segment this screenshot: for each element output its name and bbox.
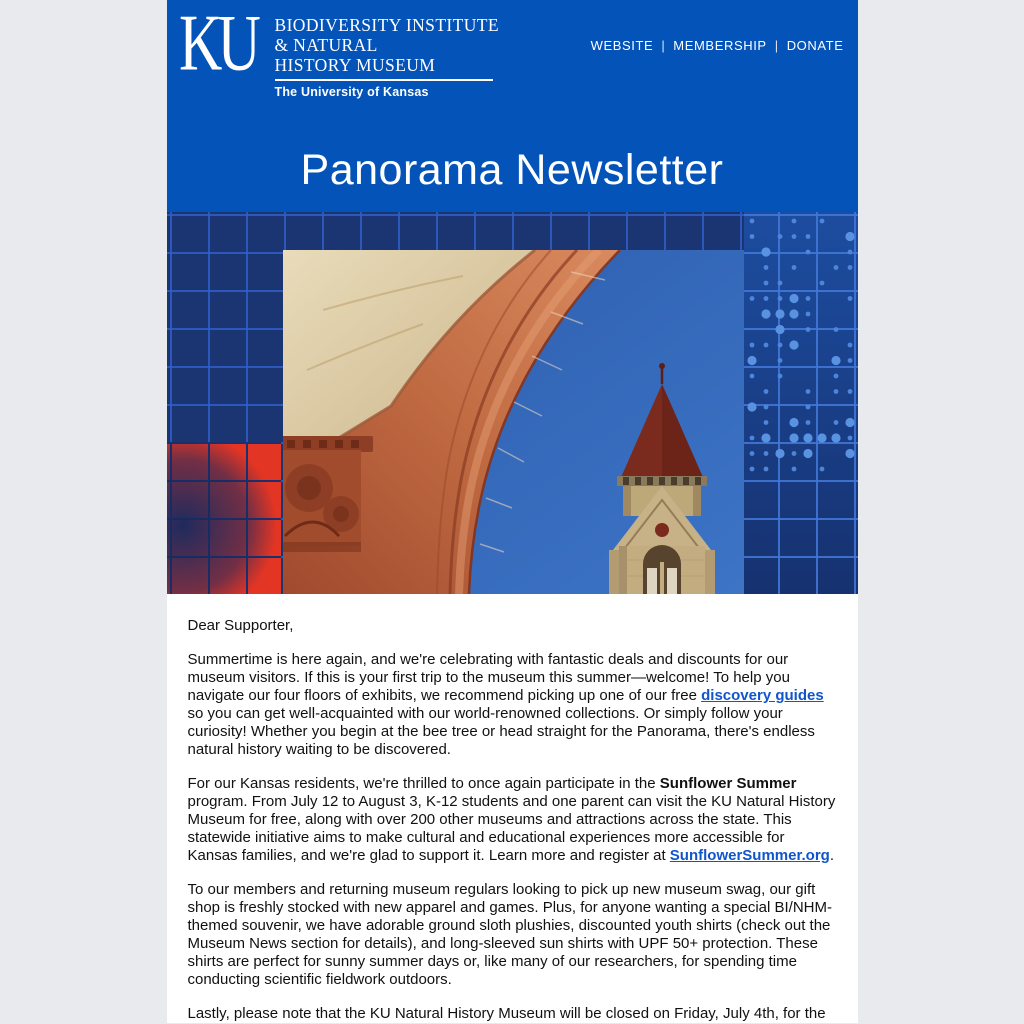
paragraph: Summertime is here again, and we're celebrating with fantastic deals and discounts for our museum visitors. If this is your first trip to the museum this summer—welcome! To help you navigate our four floors of exhibits, we recommend picking up one of our free discovery guides so you can get well-acquainted with our world-renowned collections. Or simply follow your curiosity! Whether you begin at the bee tree or head straight for the Panorama, there's endless natural history waiting to be discovered.	[187, 651, 824, 758]
ku-logo[interactable]	[178, 0, 499, 99]
email-newsletter	[167, 0, 858, 1023]
institute-line-3: HISTORY MUSEUM	[274, 55, 436, 75]
nav-separator: |	[661, 38, 666, 53]
data-dots-panel	[744, 212, 858, 594]
hero-collage	[167, 212, 858, 594]
inline-link[interactable]: discovery guides	[701, 687, 824, 704]
institute-line-2: & NATURAL	[274, 35, 378, 55]
newsletter-title: Panorama Newsletter	[300, 146, 724, 194]
nav-link-membership[interactable]: MEMBERSHIP	[673, 38, 767, 53]
nav-separator: |	[774, 38, 779, 53]
logo-divider-rule	[275, 79, 493, 81]
nav-link-website[interactable]: WEBSITE	[590, 38, 654, 53]
paragraph: Lastly, please note that the KU Natural History Museum will be closed on Friday, July 4th, for the	[187, 1005, 826, 1022]
email-body	[167, 594, 858, 1023]
inline-link[interactable]: SunflowerSummer.org	[669, 847, 830, 864]
header-nav	[591, 38, 844, 53]
email-header	[167, 0, 858, 212]
institute-line-1: BIODIVERSITY INSTITUTE	[274, 15, 499, 35]
greeting: Dear Supporter,	[187, 617, 294, 634]
carved-capital	[283, 436, 373, 552]
university-tagline: The University of Kansas	[274, 85, 429, 99]
institute-wordmark	[275, 12, 499, 99]
email-paragraphs	[188, 651, 837, 1023]
arch-tower-photo	[283, 250, 744, 594]
data-dots-pattern	[744, 212, 858, 594]
bold-text: Sunflower Summer	[659, 775, 797, 792]
paragraph: To our members and returning museum regulars looking to pick up new museum swag, our gift shop is freshly stocked with new apparel and games. Plus, for anyone wanting a special BI/NHM-themed souvenir, we have adorable ground sloth plushies, discounted youth shirts (check out the Museum News section for details), and long-sleeved sun shirts with UPF 50+ protection. These shirts are perfect for sunny summer days or, like many of our researchers, for spending time conducting scientific fieldwork outdoors.	[187, 881, 832, 988]
ku-logo-mark: KU	[178, 0, 256, 88]
red-grid-block	[167, 442, 281, 594]
nav-link-donate[interactable]: DONATE	[786, 38, 844, 53]
paragraph: For our Kansas residents, we're thrilled to once again participate in the Sunflower Summer program. From July 12 to August 3, K-12 students and one parent can visit the KU Natural History Museum for free, along with over 200 other museums and attractions across the state. This statewide initiative aims to make cultural and educational experiences more accessible for Kansas families, and we're glad to support it. Learn more and register at SunflowerSummer.org.	[187, 775, 836, 864]
